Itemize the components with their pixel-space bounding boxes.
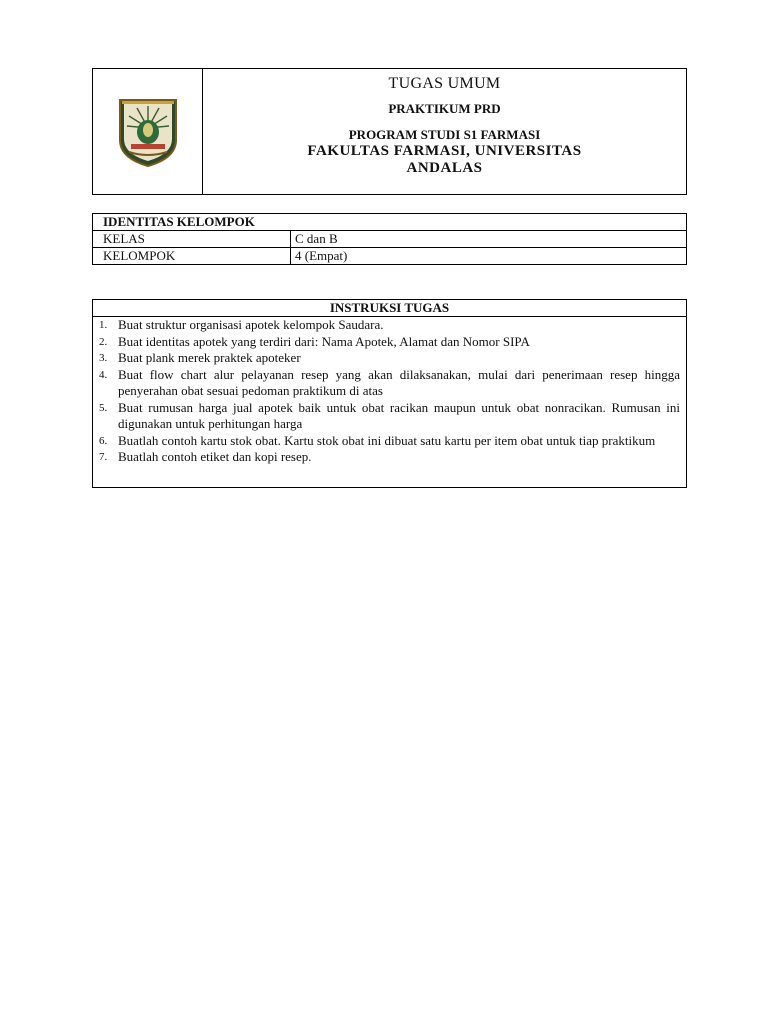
program-name: PROGRAM STUDI S1 FARMASI xyxy=(348,127,541,142)
faculty-line-1: FAKULTAS FARMASI, UNIVERSITAS xyxy=(307,143,582,159)
list-item xyxy=(99,317,680,334)
instruksi-table xyxy=(92,299,687,488)
item-text: Buat rumusan harga jual apotek baik untuk obat racikan maupun untuk obat nonracikan. Rumusan ini digunakan untuk perhitungan harga xyxy=(118,399,680,431)
item-text: Buatlah contoh etiket dan kopi resep. xyxy=(118,449,312,464)
item-text: Buat struktur organisasi apotek kelompok Saudara. xyxy=(118,317,384,332)
list-item xyxy=(99,400,680,433)
table-row xyxy=(93,247,686,264)
list-item xyxy=(99,334,680,351)
item-text: Buatlah contoh kartu stok obat. Kartu stok obat ini dibuat satu kartu per item obat untuk tiap praktikum xyxy=(118,432,656,448)
title-cell xyxy=(203,69,686,194)
list-item xyxy=(99,433,680,450)
header-table xyxy=(92,68,687,195)
table-row xyxy=(93,230,686,247)
item-number: 2. xyxy=(99,335,108,348)
item-text: Buat identitas apotek yang terdiri dari: Nama Apotek, Alamat dan Nomor SIPA xyxy=(118,333,530,349)
item-number: 1. xyxy=(99,319,108,331)
doc-subtitle: PRAKTIKUM PRD xyxy=(388,101,501,116)
item-number: 3. xyxy=(99,352,108,364)
item-number: 7. xyxy=(99,451,108,463)
kelas-value: C dan B xyxy=(295,231,338,246)
identitas-heading: IDENTITAS KELOMPOK xyxy=(103,214,255,229)
instruksi-heading: INSTRUKSI TUGAS xyxy=(93,300,686,317)
list-item xyxy=(99,367,680,400)
logo-cell xyxy=(93,69,203,194)
item-number: 5. xyxy=(99,401,108,414)
item-number: 4. xyxy=(99,368,108,381)
instruksi-list xyxy=(93,317,686,466)
item-number: 6. xyxy=(99,434,108,447)
doc-title: TUGAS UMUM xyxy=(388,75,501,92)
list-item xyxy=(99,350,680,367)
item-text: Buat flow chart alur pelayanan resep yang akan dilaksanakan, mulai dari penerimaan resep hingga penyerahan obat sesuai pedoman praktikum di atas xyxy=(118,366,680,398)
identitas-table xyxy=(92,213,687,265)
university-logo-icon xyxy=(117,96,179,168)
kelompok-label: KELOMPOK xyxy=(93,248,291,264)
identitas-heading-row xyxy=(93,214,686,230)
list-item xyxy=(99,449,680,466)
kelas-label: KELAS xyxy=(93,231,291,247)
faculty-line-2: ANDALAS xyxy=(406,160,483,176)
item-text: Buat plank merek praktek apoteker xyxy=(118,350,301,365)
kelompok-value: 4 (Empat) xyxy=(295,248,348,263)
